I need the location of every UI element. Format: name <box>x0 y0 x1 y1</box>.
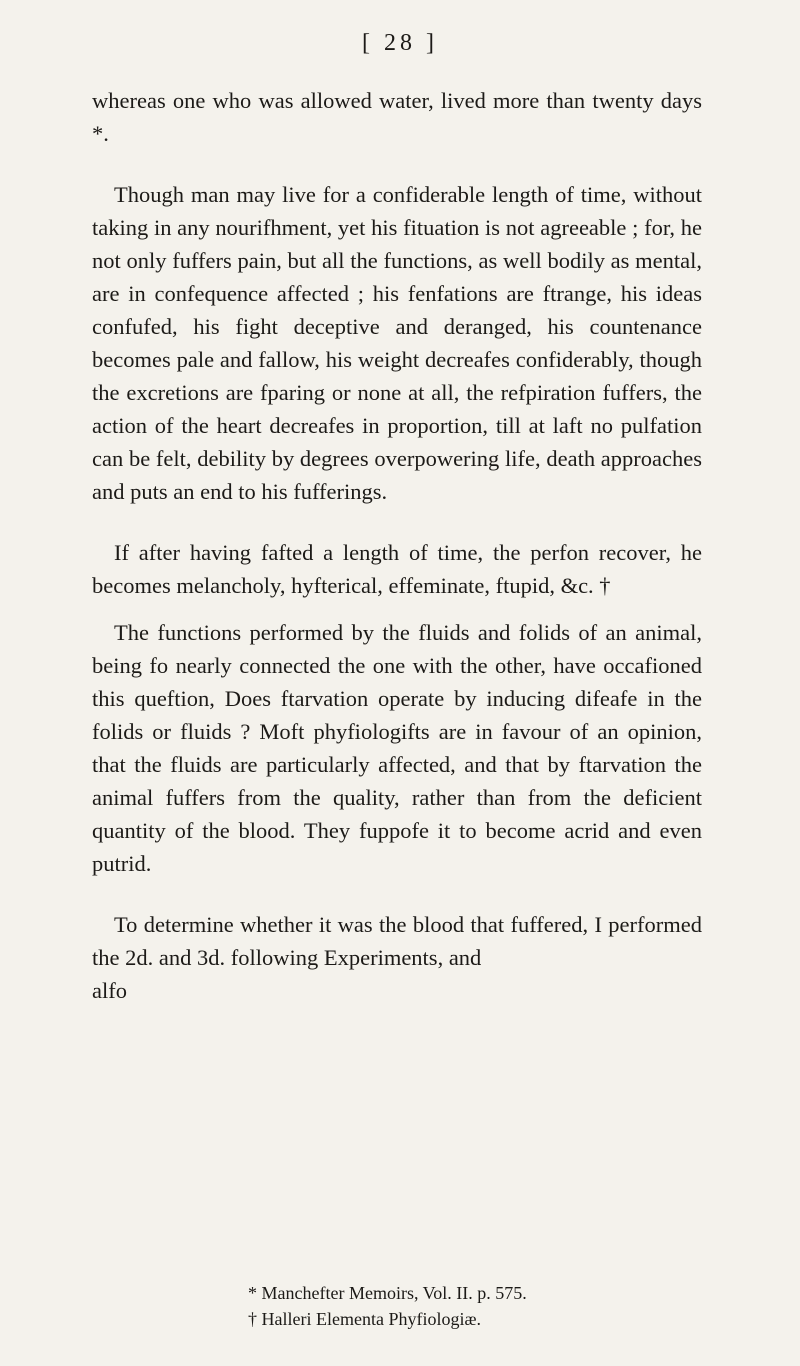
paragraph-recovery: If after having fafted a length of time, the perfon recover, he becomes melancholy, hyfterical, effeminate, ftupid, &c. † <box>92 540 702 598</box>
paragraph-starvation-effects: Though man may live for a confiderable length of time, without taking in any nourifhment, yet his fituation is not agreeable ; for, he not only fuffers pain, but all the functions, as well bodily as mental, are in confequence affected ; his fenfations are ftrange, his ideas confufed, his fight deceptive and deranged, his countenance becomes pale and fallow, his weight decreafes confiderably, though the excretions are fparing or none at all, the refpiration fuffers, the action of the heart decreafes in proportion, till at laft no pulfation can be felt, debility by degrees overpowering life, death approaches and puts an end to his fufferings. <box>92 182 702 504</box>
page-number: [ 28 ] <box>362 30 438 56</box>
paragraph-fluids-solids: The functions performed by the fluids and folids of an animal, being fo nearly connected the one with the other, have occafioned this queftion, Does ftarvation operate by inducing difeafe in the folids or fluids ? Moft phyfiologifts are in favour of an opinion, that the fluids are particularly affected, and that by ftarvation the animal fuffers from the quality, rather than from the deficient quantity of the blood. They fuppofe it to become acrid and even putrid. <box>92 620 702 876</box>
catchword: alfo <box>92 978 127 1003</box>
footnote-halleri: † Halleri Elementa Phyfiologiæ. <box>248 1309 481 1329</box>
body-text <box>92 84 702 1007</box>
footnotes <box>0 1280 800 1332</box>
paragraph-continuation: whereas one who was allowed water, lived more than twenty days *. <box>92 88 702 146</box>
paragraph-experiments: To determine whether it was the blood that fuffered, I performed the 2d. and 3d. following Experiments, and <box>92 912 702 970</box>
footnote-manchester: * Manchefter Memoirs, Vol. II. p. 575. <box>248 1283 527 1303</box>
